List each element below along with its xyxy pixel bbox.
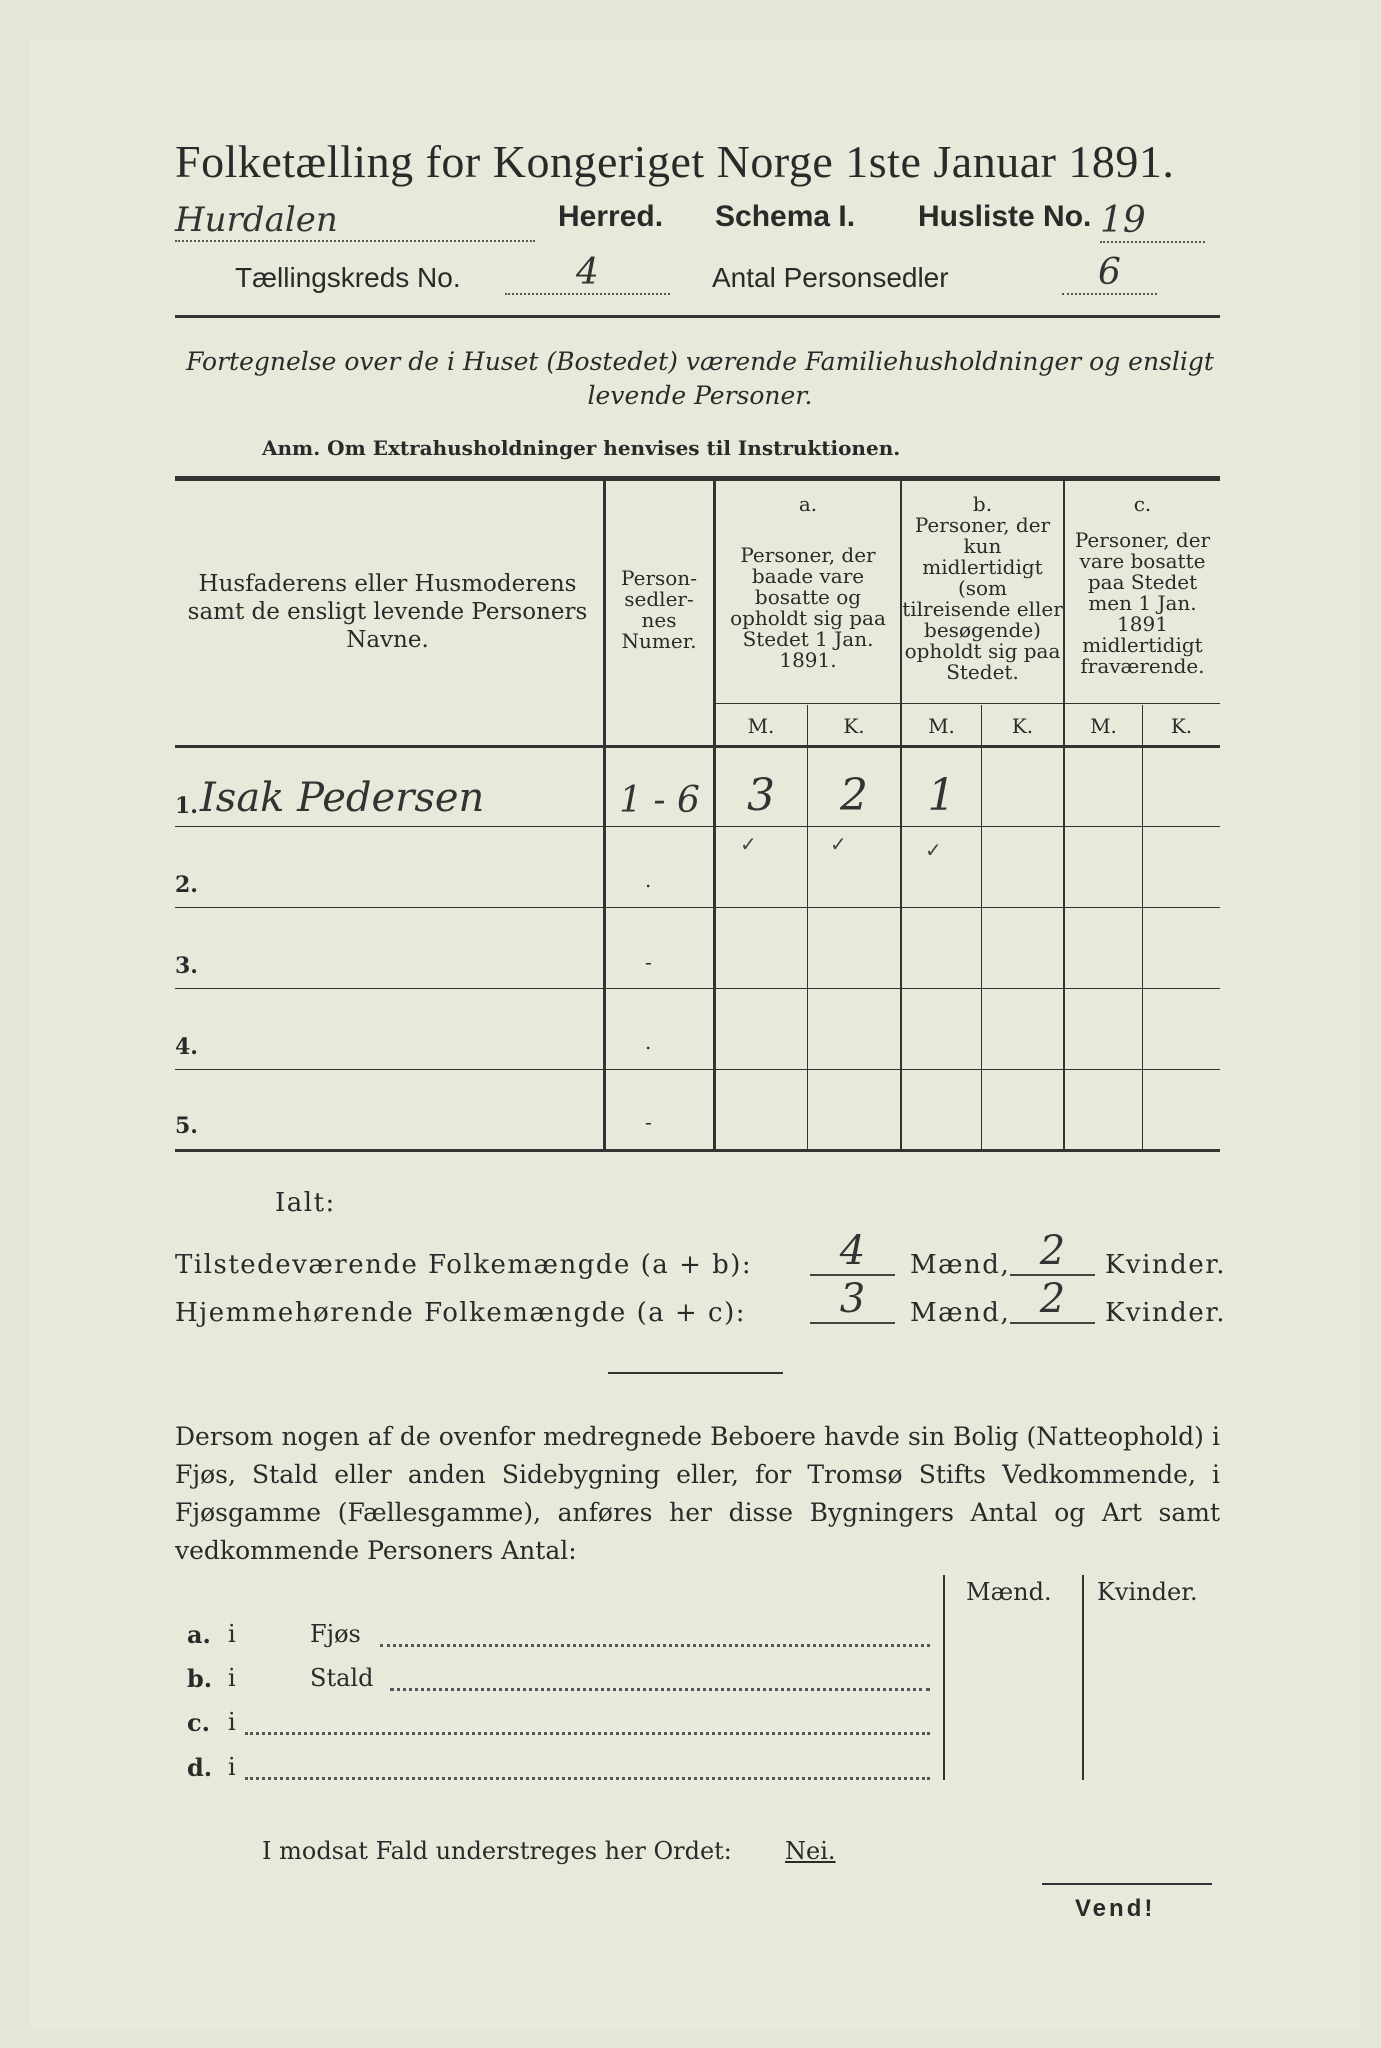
dotted-line: [380, 1644, 930, 1647]
numer-mark: .: [645, 868, 652, 892]
table-bottom-rule: [175, 1149, 1220, 1152]
kvinder-label: Kvinder.: [1105, 1298, 1227, 1328]
hjemme-label: Hjemmehørende Folkemængde (a + c):: [175, 1298, 746, 1328]
bld-i: i: [228, 1708, 236, 1736]
husliste-label: Husliste No.: [918, 200, 1092, 233]
row-number: 3.: [175, 953, 198, 979]
tilstede-kvinder-value: 2: [1010, 1228, 1095, 1276]
col-header-numer: Person-sedler-nes Numer.: [621, 566, 697, 653]
bygning-paragraph: Dersom nogen af de ovenfor medregnede Beboere havde sin Bolig (Natteophold) i Fjøs, Stald eller anden Sidebygning eller, for Tromsø Stifts Vedkommende, i Fjøsgamme (Fællesgamme), anføres her disse Bygningers Antal og Art samt vedkommende Personers Antal:: [175, 1422, 1220, 1565]
dotted-line: [245, 1777, 930, 1780]
row-rule: [175, 907, 1220, 908]
row-number: 4.: [175, 1034, 198, 1060]
numer-mark: -: [645, 1110, 652, 1134]
maend-label: Mænd,: [910, 1250, 1011, 1280]
hjemme-maend-value: 3: [810, 1276, 895, 1324]
b-m-header: M.: [928, 714, 955, 738]
tilstede-maend-value: 4: [810, 1228, 895, 1276]
schema-label: Schema I.: [715, 200, 856, 233]
col-divider: [1142, 705, 1143, 1149]
section-divider: [608, 1372, 783, 1374]
personsedler-value: 6: [1062, 252, 1157, 295]
kvinder-label: Kvinder.: [1105, 1250, 1227, 1280]
col-header-a: Personer, der baade vare bosatte og opholdt sig paa Stedet 1 Jan. 1891.: [730, 543, 886, 672]
col-header-a-letter: a.: [798, 492, 818, 516]
numer-mark: -: [645, 950, 652, 974]
kreds-label: Tællingskreds No.: [235, 262, 461, 293]
vend-label: Vend!: [1075, 1895, 1156, 1922]
check-mark: ✓: [830, 832, 847, 856]
maend-label: Mænd,: [910, 1298, 1011, 1328]
herred-line: [175, 200, 535, 242]
husliste-value: 19: [1100, 200, 1205, 243]
row-number: 2.: [175, 872, 198, 898]
household-name: Isak Pedersen: [200, 775, 485, 821]
subtitle: Fortegnelse over de i Huset (Bostedet) værende Familiehusholdninger og ensligt levende Personer.: [186, 347, 1214, 410]
a-k-value: 2: [840, 770, 868, 821]
a-k-header: K.: [843, 714, 865, 738]
form-title: Folketælling for Kongeriget Norge 1ste Januar 1891.: [175, 136, 1175, 187]
a-m-header: M.: [747, 714, 775, 738]
dotted-line: [390, 1688, 930, 1691]
dotted-line: [245, 1732, 930, 1735]
numer-mark: .: [645, 1030, 652, 1054]
col-divider: [603, 481, 606, 1149]
bld-col-divider: [1082, 1575, 1084, 1780]
row-rule: [175, 988, 1220, 989]
vend-rule: [1042, 1883, 1212, 1885]
header-rule: [175, 315, 1220, 318]
herred-value: Hurdalen: [175, 200, 535, 242]
bld-letter: a.: [187, 1620, 211, 1649]
col-header-b: Personer, der kun midlertidigt (som tilreisende eller besøgende) opholdt sig paa Stedet.: [902, 513, 1063, 684]
nei-word: Nei.: [785, 1837, 836, 1865]
tilstede-label: Tilstedeværende Folkemængde (a + b):: [175, 1250, 753, 1280]
kreds-value: 4: [505, 252, 670, 295]
row-number: 1.: [175, 793, 198, 819]
bld-i: i: [228, 1753, 236, 1781]
personsedler-label: Antal Personsedler: [712, 262, 949, 293]
b-m-value: 1: [927, 770, 956, 821]
col-divider: [981, 705, 982, 1149]
mk-rule: [713, 703, 1220, 704]
bld-i: i: [228, 1664, 236, 1692]
check-mark: ✓: [740, 832, 757, 856]
bld-i: i: [228, 1620, 236, 1648]
check-mark: ✓: [925, 838, 942, 862]
bld-letter: c.: [187, 1708, 210, 1737]
row-rule: [175, 826, 1220, 827]
c-m-header: M.: [1090, 714, 1117, 738]
bld-letter: b.: [187, 1664, 213, 1693]
bld-letter: d.: [187, 1753, 213, 1782]
row-rule: [175, 1069, 1220, 1070]
bld-label-stald: Stald: [310, 1664, 374, 1692]
a-m-value: 3: [747, 770, 775, 821]
bld-label-fjos: Fjøs: [310, 1620, 361, 1648]
herred-label: Herred.: [558, 200, 664, 233]
hjemme-kvinder-value: 2: [1010, 1276, 1095, 1324]
col-header-c: Personer, der vare bosatte paa Stedet men 1 Jan. 1891 midlertidigt fraværende.: [1074, 528, 1211, 678]
bld-col-divider: [943, 1575, 945, 1780]
anm-note: Anm. Om Extrahusholdninger henvises til Instruktionen.: [262, 436, 901, 460]
bld-kvinder-header: Kvinder.: [1097, 1578, 1198, 1606]
modsat-text: I modsat Fald understreges her Ordet:: [262, 1837, 732, 1865]
c-k-header: K.: [1170, 714, 1193, 738]
col-header-names: Husfaderens eller Husmoderens samt de ensligt levende Personers Navne.: [187, 571, 588, 653]
ialt-label: Ialt:: [275, 1188, 336, 1218]
personseddel-numer: 1 - 6: [619, 780, 700, 821]
col-header-c-letter: c.: [1133, 492, 1152, 516]
col-header-b-letter: b.: [972, 492, 993, 516]
b-k-header: K.: [1011, 714, 1034, 738]
row-number: 5.: [175, 1113, 198, 1139]
bld-maend-header: Mænd.: [966, 1578, 1052, 1606]
